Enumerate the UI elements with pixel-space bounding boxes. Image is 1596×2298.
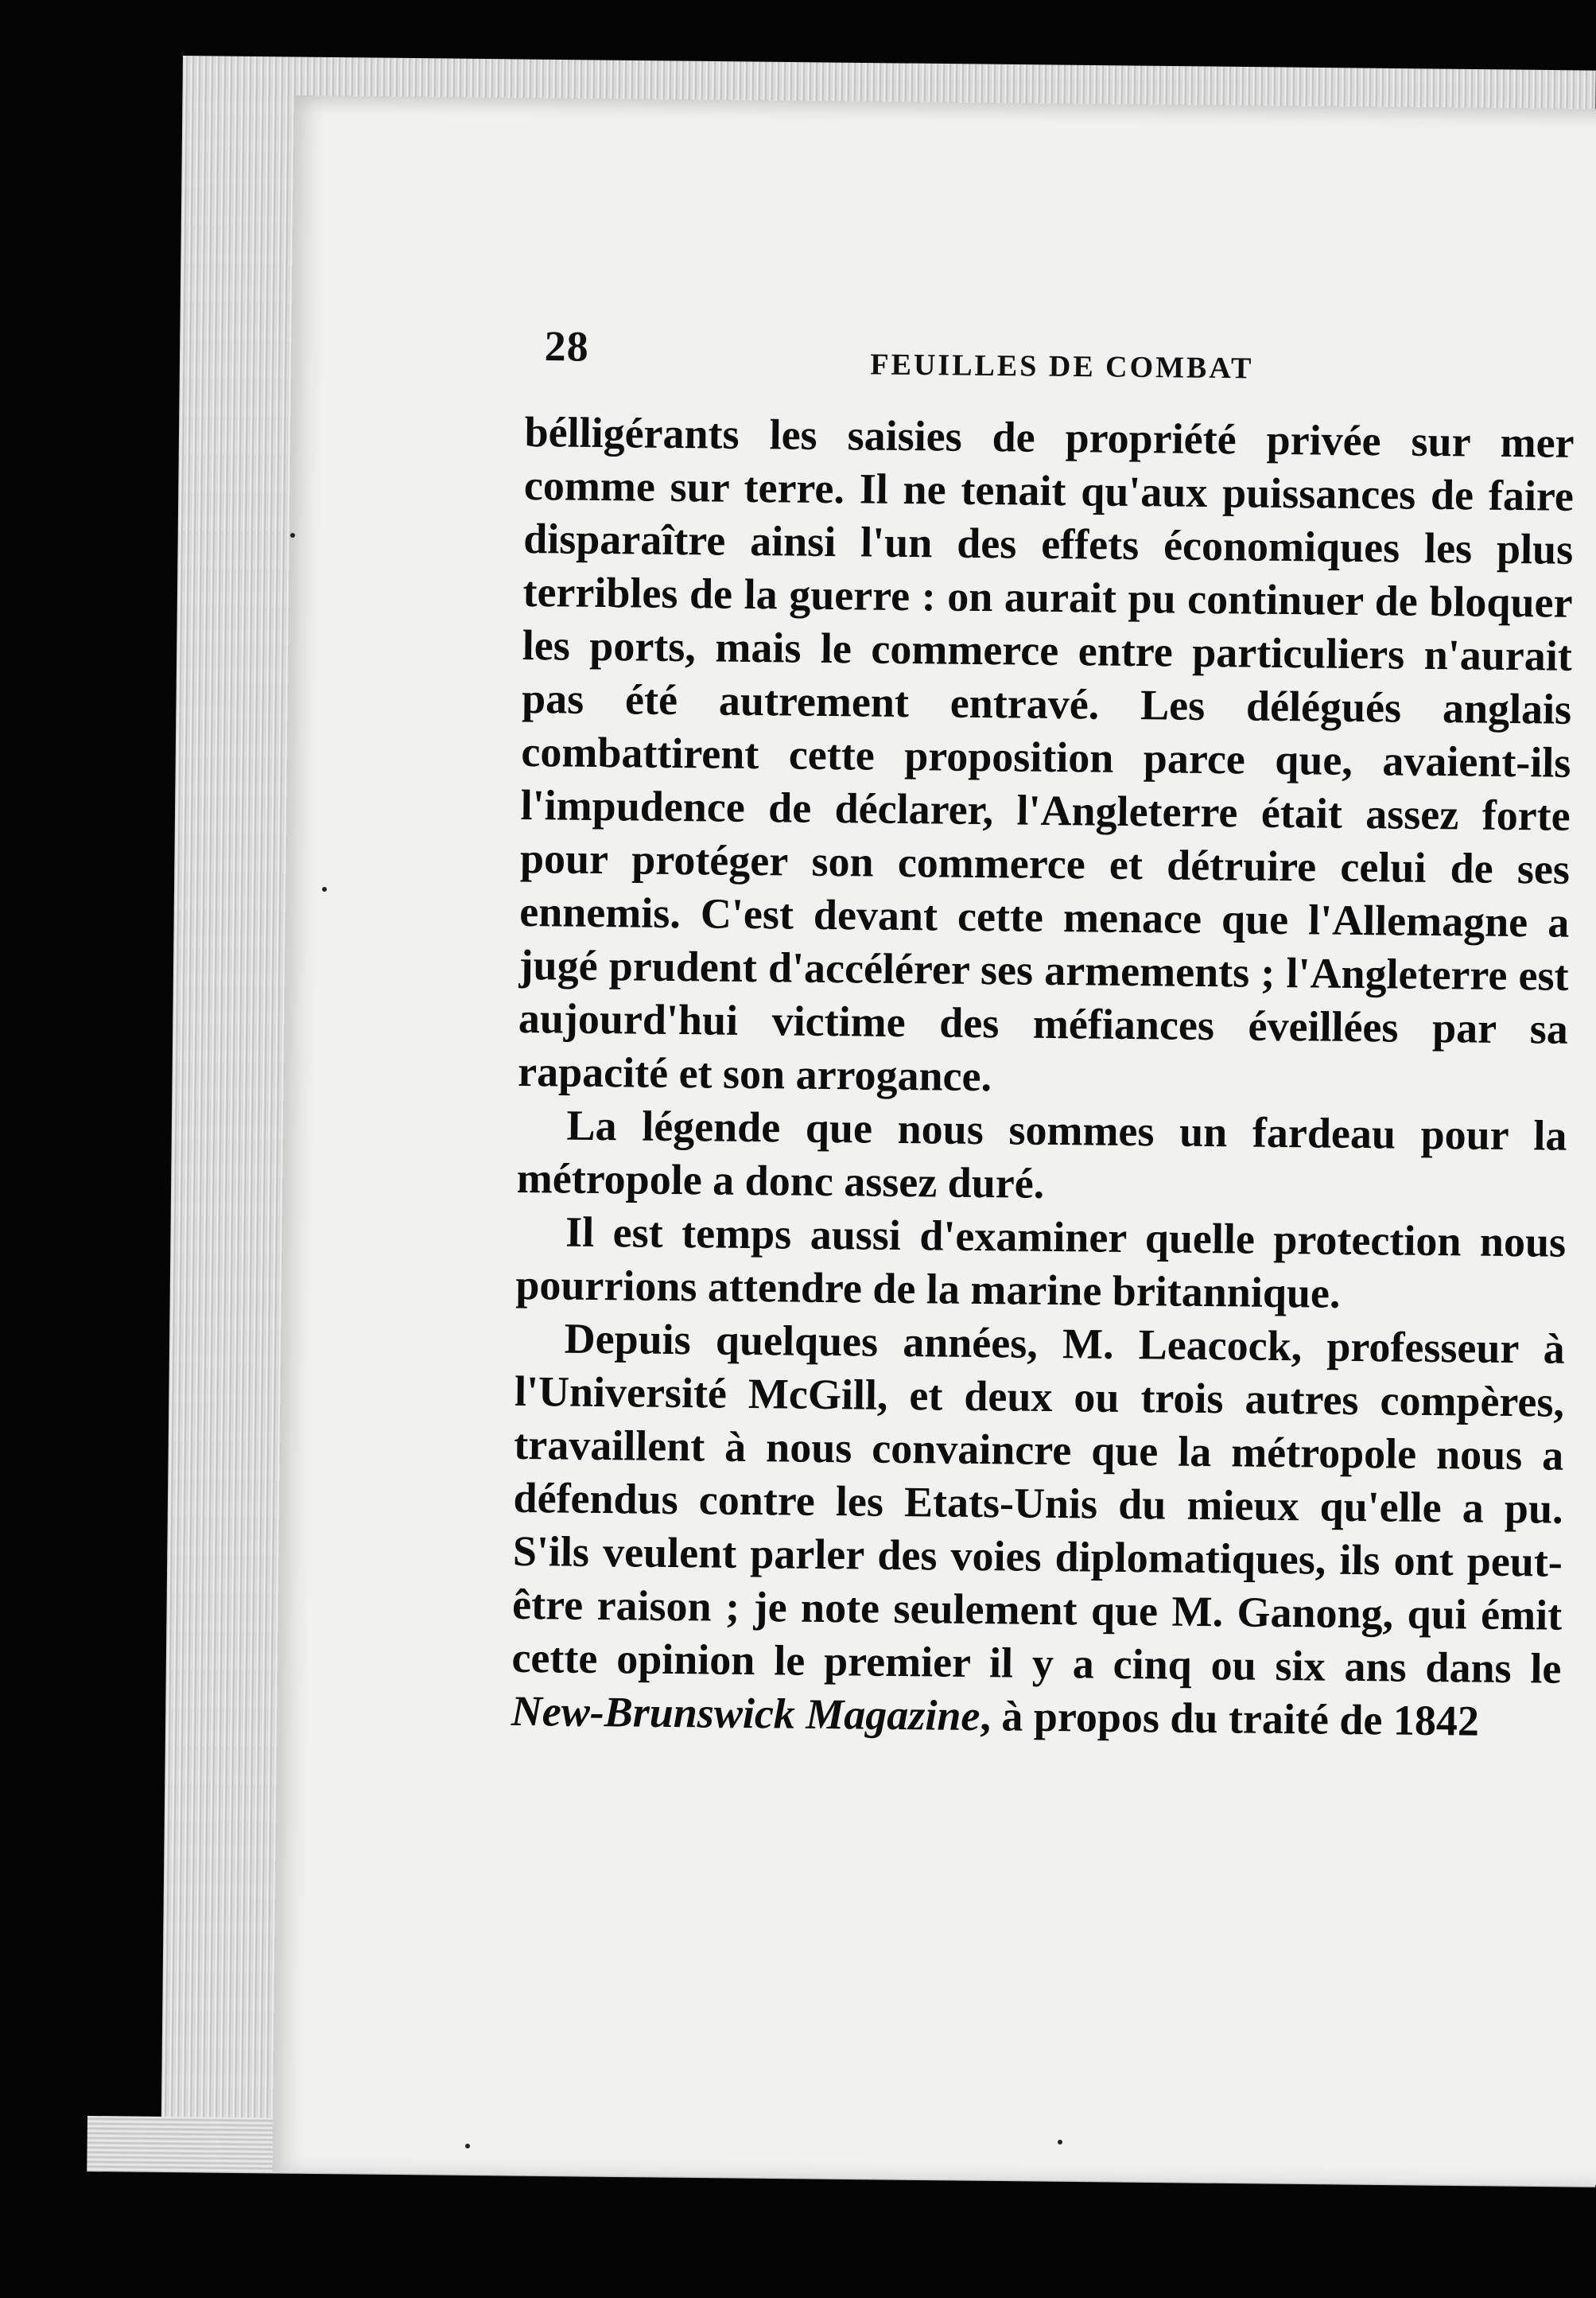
dust-speck: [465, 2144, 470, 2148]
paragraph-1: bélligérants les saisies de propriété privée sur mer comme sur terre. Il ne tenait qu'aux puissances de faire disparaître ainsi l'un des effets économiques les plus terribles de la guerre : on aurait pu continuer de bloquer les ports, mais le commerce entre particuliers n'aurait pas été autrement entravé. Les délégués anglais combattirent cette proposition parce que, avaient-ils l'impudence de déclarer, l'Angleterre était assez forte pour protéger son commerce et détruire celui de ses ennemis. C'est devant cette menace que l'Allemagne a jugé prudent d'accélérer ses armements ; l'Angleterre est aujourd'hui victime des méfiances éveillées par sa rapacité et son arrogance.: [517, 407, 1575, 1101]
dust-speck: [1058, 2140, 1062, 2144]
magazine-title: New-Brunswick Magazine: [511, 1686, 981, 1740]
paragraph-4-text-before: Depuis quelques années, M. Leacock, professeur à l'Université McGill, et deux ou trois autres compères, travaillent à nous convaincre que la métropole nous a défendus contre les Etats-Unis du mieux qu'elle a pu. S'ils veulent parler des voies diplomatiques, ils ont peut-être raison ; je note seulement que M. Ganong, qui émit cette opinion le premier il y a cinq ou six ans dans le: [511, 1314, 1565, 1693]
paragraph-3: Il est temps aussi d'examiner quelle protection nous pourrions attendre de la marine britannique.: [515, 1207, 1567, 1317]
paragraph-4: [511, 1312, 1565, 1749]
body-text: [511, 406, 1574, 1749]
dust-speck: [290, 533, 295, 538]
paragraph-2: La légende que nous sommes un fardeau pour la métropole a donc assez duré.: [516, 1101, 1567, 1207]
dust-speck: [322, 887, 327, 892]
page-number: 28: [544, 322, 589, 371]
paragraph-4-text-after: , à propos du traité de 1842: [980, 1692, 1480, 1745]
running-title: FEUILLES DE COMBAT: [870, 348, 1254, 386]
